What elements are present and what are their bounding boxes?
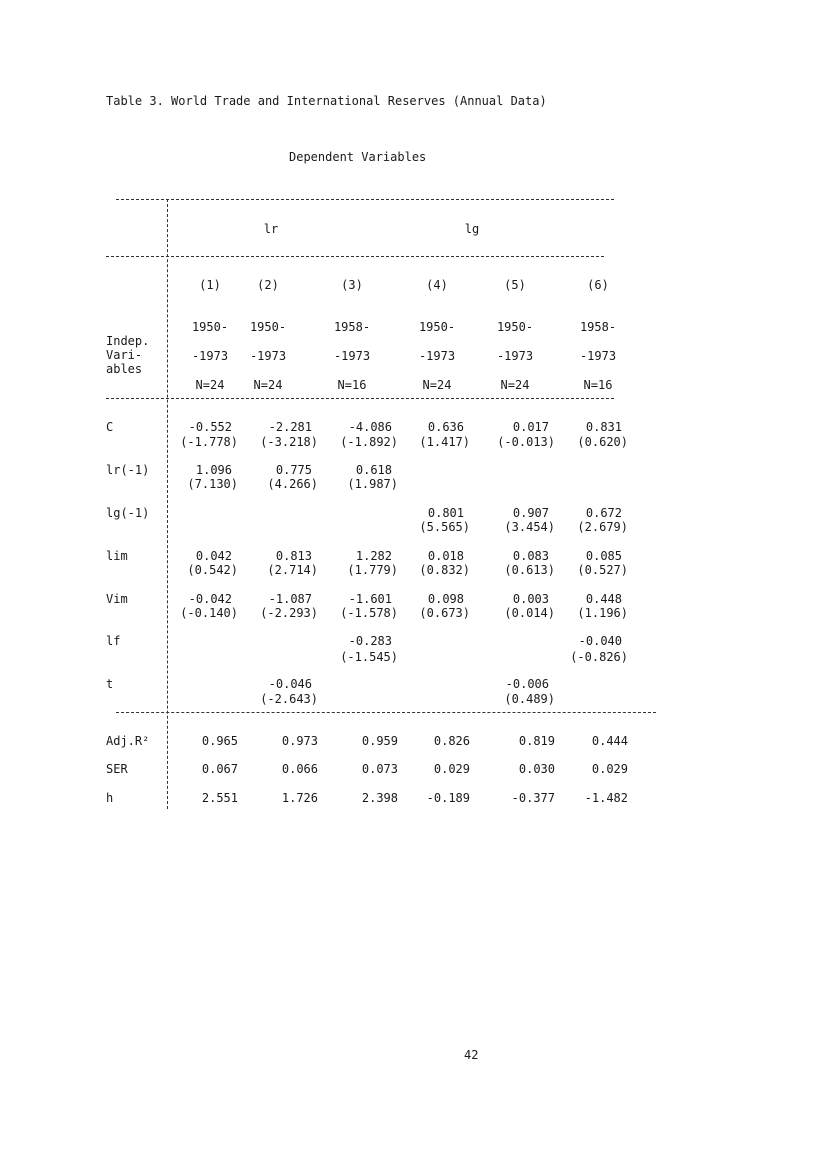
coefficient: 0.448 (585, 592, 622, 606)
column-number: (2) (257, 278, 279, 292)
coefficient: 0.085 (585, 549, 622, 563)
table-subtitle: Dependent Variables (289, 150, 427, 164)
t-statistic: (1.779) (347, 563, 398, 577)
variable-label: lf (106, 634, 121, 648)
statistic-value: 0.819 (518, 734, 555, 748)
t-statistic: (0.014) (504, 606, 555, 620)
coefficient: -0.006 (505, 677, 549, 691)
rule-stats (116, 712, 656, 713)
stub-header: ables (106, 362, 143, 376)
t-statistic: (0.832) (419, 563, 470, 577)
t-statistic: (0.673) (419, 606, 470, 620)
period-end: -1973 (418, 349, 456, 363)
coefficient: -0.046 (268, 677, 312, 691)
statistic-value: 0.029 (591, 762, 628, 776)
coefficient: 0.018 (427, 549, 464, 563)
stub-divider (167, 199, 168, 809)
statistic-value: 0.444 (591, 734, 628, 748)
coefficient: 0.907 (512, 506, 549, 520)
t-statistic: (0.527) (577, 563, 628, 577)
period-end: -1973 (333, 349, 371, 363)
coefficient: 1.096 (195, 463, 232, 477)
t-statistic: (-0.826) (570, 650, 628, 664)
t-statistic: (5.565) (419, 520, 470, 534)
coefficient: 0.801 (427, 506, 464, 520)
t-statistic: (1.417) (419, 435, 470, 449)
period-start: 1958- (579, 320, 617, 334)
t-statistic: (-0.140) (180, 606, 238, 620)
statistic-value: 0.066 (281, 762, 318, 776)
t-statistic: (-2.293) (260, 606, 318, 620)
variable-label: lr(-1) (106, 463, 150, 477)
stub-header: Vari- (106, 348, 143, 362)
coefficient: -4.086 (348, 420, 392, 434)
variable-label: C (106, 420, 114, 434)
t-statistic: (-1.778) (180, 435, 238, 449)
coefficient: 0.003 (512, 592, 549, 606)
variable-label: lg(-1) (106, 506, 150, 520)
rule-header (106, 398, 614, 399)
statistic-value: -1.482 (584, 791, 628, 805)
column-number: (1) (199, 278, 221, 292)
statistic-value: 0.959 (361, 734, 398, 748)
statistic-value: 0.029 (433, 762, 470, 776)
statistic-value: 0.067 (201, 762, 238, 776)
sample-size: N=24 (500, 378, 530, 392)
statistic-value: 0.030 (518, 762, 555, 776)
t-statistic: (2.714) (267, 563, 318, 577)
column-number: (5) (504, 278, 526, 292)
coefficient: -0.283 (348, 634, 392, 648)
t-statistic: (7.130) (187, 477, 238, 491)
coefficient: 0.098 (427, 592, 464, 606)
coefficient: 1.282 (355, 549, 392, 563)
statistic-value: 1.726 (281, 791, 318, 805)
statistic-label: Adj.R² (106, 734, 150, 748)
rule-top (116, 199, 614, 200)
table-title: Table 3. World Trade and International Reserves (Annual Data) (106, 94, 547, 108)
sample-size: N=16 (337, 378, 367, 392)
t-statistic: (-2.643) (260, 692, 318, 706)
statistic-value: 0.073 (361, 762, 398, 776)
statistic-label: h (106, 791, 114, 805)
sample-size: N=24 (422, 378, 452, 392)
t-statistic: (0.613) (504, 563, 555, 577)
column-number: (4) (426, 278, 448, 292)
coefficient: 0.017 (512, 420, 549, 434)
period-end: -1973 (579, 349, 617, 363)
statistic-label: SER (106, 762, 128, 776)
variable-label: Vim (106, 592, 128, 606)
variable-label: lim (106, 549, 128, 563)
coefficient: -0.040 (578, 634, 622, 648)
t-statistic: (0.620) (577, 435, 628, 449)
t-statistic: (4.266) (267, 477, 318, 491)
coefficient: -0.042 (188, 592, 232, 606)
t-statistic: (0.489) (504, 692, 555, 706)
coefficient: 0.831 (585, 420, 622, 434)
rule-group (106, 256, 604, 257)
sample-size: N=24 (253, 378, 283, 392)
coefficient: 0.618 (355, 463, 392, 477)
statistic-value: 0.965 (201, 734, 238, 748)
column-number: (6) (587, 278, 609, 292)
coefficient: -0.552 (188, 420, 232, 434)
statistic-value: -0.377 (511, 791, 555, 805)
coefficient: -1.601 (348, 592, 392, 606)
period-start: 1950- (249, 320, 287, 334)
t-statistic: (-1.892) (340, 435, 398, 449)
period-end: -1973 (191, 349, 229, 363)
period-start: 1958- (333, 320, 371, 334)
t-statistic: (3.454) (504, 520, 555, 534)
t-statistic: (-0.013) (497, 435, 555, 449)
t-statistic: (1.987) (347, 477, 398, 491)
coefficient: -1.087 (268, 592, 312, 606)
statistic-value: 2.398 (361, 791, 398, 805)
period-start: 1950- (191, 320, 229, 334)
t-statistic: (-1.545) (340, 650, 398, 664)
coefficient: 0.813 (275, 549, 312, 563)
t-statistic: (-3.218) (260, 435, 318, 449)
t-statistic: (2.679) (577, 520, 628, 534)
statistic-value: 0.826 (433, 734, 470, 748)
variable-label: t (106, 677, 114, 691)
stub-header: Indep. (106, 334, 150, 348)
page-number: 42 (464, 1048, 479, 1062)
period-start: 1950- (418, 320, 456, 334)
period-end: -1973 (249, 349, 287, 363)
group-header-lr: lr (263, 222, 279, 236)
period-start: 1950- (496, 320, 534, 334)
sample-size: N=16 (583, 378, 613, 392)
statistic-value: 0.973 (281, 734, 318, 748)
t-statistic: (0.542) (187, 563, 238, 577)
coefficient: 0.083 (512, 549, 549, 563)
statistic-value: 2.551 (201, 791, 238, 805)
coefficient: 0.775 (275, 463, 312, 477)
coefficient: -2.281 (268, 420, 312, 434)
coefficient: 0.042 (195, 549, 232, 563)
coefficient: 0.636 (427, 420, 464, 434)
group-header-lg: lg (464, 222, 480, 236)
sample-size: N=24 (195, 378, 225, 392)
statistic-value: -0.189 (426, 791, 470, 805)
column-number: (3) (341, 278, 363, 292)
period-end: -1973 (496, 349, 534, 363)
t-statistic: (1.196) (577, 606, 628, 620)
coefficient: 0.672 (585, 506, 622, 520)
t-statistic: (-1.578) (340, 606, 398, 620)
